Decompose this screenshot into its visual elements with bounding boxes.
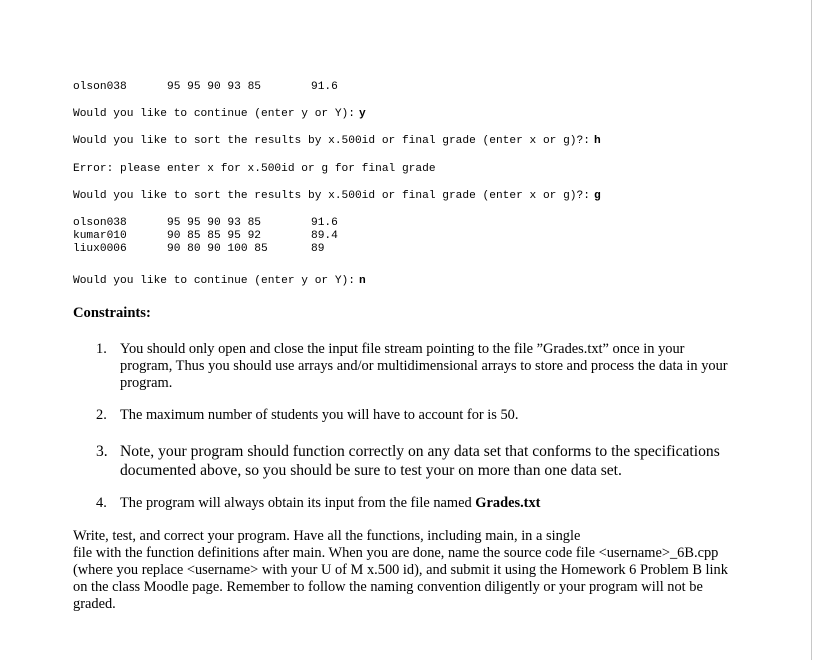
row-scores: 90 80 90 100 85 (167, 243, 268, 255)
prompt-text: Would you like to sort the results by x.500id or final grade (enter x or g)?: (73, 190, 590, 202)
paragraph-line: graded. (73, 596, 116, 612)
item-line: program, Thus you should use arrays and/or multidimensional arrays to store and process the data in your (120, 358, 728, 374)
prompt-text: Would you like to continue (enter y or Y): (73, 108, 355, 120)
closing-paragraph (73, 528, 753, 613)
row-user: olson038 (73, 81, 127, 93)
item-number: 2. (96, 407, 107, 423)
paragraph-line: Write, test, and correct your program. Have all the functions, including main, in a single (73, 528, 581, 544)
item-number: 3. (96, 443, 108, 460)
user-answer: y (358, 108, 366, 120)
prompt-text: Would you like to continue (enter y or Y): (73, 275, 355, 287)
sorted-row (73, 230, 338, 244)
item-text: The program will always obtain its input from the file named (120, 495, 472, 511)
prompt-text: Would you like to sort the results by x.500id or final grade (enter x or g)?: (73, 135, 590, 147)
sorted-row (73, 243, 325, 257)
output-row (73, 81, 338, 95)
continue-prompt-2 (73, 275, 366, 287)
row-final: 89 (311, 243, 325, 255)
item-line: The maximum number of students you will have to account for is 50. (120, 407, 519, 423)
sorted-row (73, 217, 338, 231)
paragraph-line: file with the function definitions after main. When you are done, name the source code file <username>_6B.cpp (73, 545, 719, 561)
row-final: 91.6 (311, 217, 338, 229)
row-user: olson038 (73, 217, 127, 229)
constraints-heading: Constraints: (73, 305, 151, 321)
row-scores: 90 85 85 95 92 (167, 230, 261, 242)
filename-bold: Grades.txt (475, 495, 541, 511)
item-number: 1. (96, 341, 107, 357)
item-line: documented above, so you should be sure to test your on more than one data set. (120, 462, 622, 479)
row-scores: 95 95 90 93 85 (167, 217, 261, 229)
user-answer: h (593, 135, 601, 147)
continue-prompt-1 (73, 108, 366, 120)
user-answer: g (593, 190, 601, 202)
item-line: program. (120, 375, 173, 391)
paragraph-line: (where you replace <username> with your U of M x.500 id), and submit it using the Homework 6 Problem B link (73, 562, 728, 578)
paragraph-line: on the class Moodle page. Remember to follow the naming convention diligently or your program will not be (73, 579, 703, 595)
sort-prompt-2 (73, 190, 601, 202)
row-user: liux0006 (73, 243, 127, 255)
item-number: 4. (96, 495, 107, 511)
item-line: You should only open and close the input file stream pointing to the file ”Grades.txt” once in your (120, 341, 685, 357)
user-answer: n (358, 275, 366, 287)
row-final: 91.6 (311, 81, 338, 93)
row-user: kumar010 (73, 230, 127, 242)
error-message: Error: please enter x for x.500id or g for final grade (73, 163, 436, 175)
sort-prompt-1 (73, 135, 601, 147)
row-final: 89.4 (311, 230, 338, 242)
row-scores: 95 95 90 93 85 (167, 81, 261, 93)
page-edge (811, 0, 812, 660)
item-line: Note, your program should function correctly on any data set that conforms to the specifications (120, 443, 720, 460)
